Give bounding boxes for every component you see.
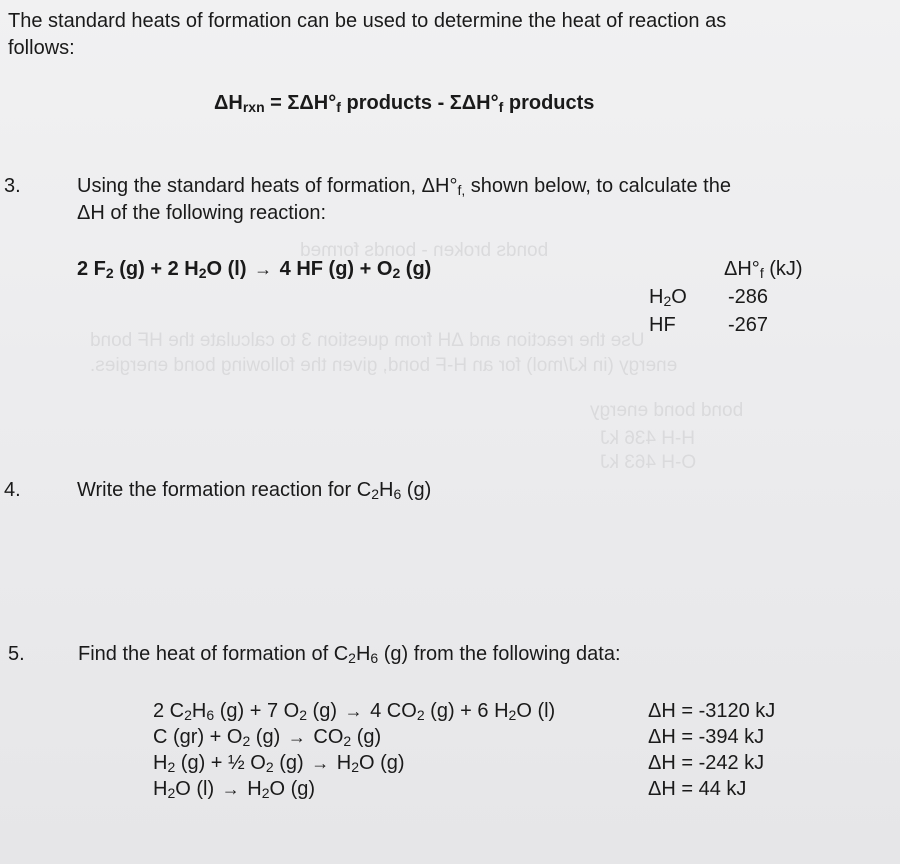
- r3-sub: 2: [167, 758, 176, 775]
- r3-sub: 2: [351, 758, 359, 775]
- q5-enthalpy: ΔH = -242 kJ: [648, 752, 765, 774]
- hf-header-sub: f: [759, 264, 764, 281]
- r1-part: H: [191, 700, 207, 722]
- r2-part: CO: [307, 726, 344, 748]
- r1-part: 2 C: [153, 700, 185, 722]
- formula-eq: = ΣΔH°: [264, 92, 337, 114]
- formula-end: products: [503, 92, 595, 114]
- intro-line-2: follows:: [8, 37, 75, 59]
- q4-text-c: (g): [401, 479, 432, 501]
- r2-part: (g): [250, 726, 286, 748]
- formula-mid: products - ΣΔH°: [340, 92, 499, 114]
- q4-text: [77, 479, 431, 502]
- q3-rxn-s1: 2: [105, 264, 114, 281]
- hf-header-a: ΔH°: [724, 258, 760, 280]
- r4-part: O (g): [269, 778, 316, 800]
- hf-row1-name-b: O: [671, 286, 687, 308]
- r1-sub: 6: [206, 706, 215, 723]
- q5-reaction: [153, 700, 555, 723]
- hf-table-row-value: -286: [728, 286, 769, 308]
- q3-line-1: [77, 175, 731, 198]
- r3-part: (g): [273, 752, 310, 774]
- q4-s1: 2: [371, 485, 379, 502]
- q5-reaction: [153, 778, 315, 801]
- formula-f-sub-2: f: [498, 98, 504, 115]
- formula-rxn-sub: rxn: [242, 98, 265, 115]
- hf-header-b: (kJ): [763, 258, 803, 280]
- q3-rxn-p1: 2 F: [77, 258, 106, 280]
- q3-line-2: ΔH of the following reaction:: [77, 202, 327, 224]
- r1-sub: 2: [508, 706, 517, 723]
- r1-sub: 2: [184, 706, 192, 723]
- r2-sub: 2: [242, 732, 251, 749]
- reaction-arrow-icon: →: [254, 259, 273, 279]
- q5-reaction: [153, 752, 405, 775]
- intro-line-1: The standard heats of formation can be used to determine the heat of reaction as: [8, 10, 727, 32]
- q5-s2: 6: [370, 649, 379, 666]
- q5-number: 5.: [8, 643, 25, 665]
- r4-sub: 2: [167, 784, 176, 801]
- r2-sub: 2: [343, 732, 352, 749]
- q4-text-a: Write the formation reaction for C: [77, 479, 372, 501]
- q5-s1: 2: [348, 649, 356, 666]
- r4-part: H: [153, 778, 168, 800]
- r4-part: H: [241, 778, 262, 800]
- q3-number: 3.: [4, 175, 21, 197]
- r1-part: (g): [307, 700, 343, 722]
- hf-table-row-name: [649, 314, 676, 337]
- q3-f-sub: f,: [457, 181, 466, 198]
- q3-rxn-p5: (g): [400, 258, 432, 280]
- r4-sub: 2: [261, 784, 270, 801]
- reaction-arrow-icon: →: [287, 727, 306, 747]
- r3-sub: 2: [265, 758, 274, 775]
- r2-part: (g): [351, 726, 382, 748]
- q5-text: [78, 643, 621, 666]
- r4-part: O (l): [175, 778, 220, 800]
- r2-part: C (gr) + O: [153, 726, 243, 748]
- reaction-arrow-icon: →: [344, 701, 363, 721]
- r1-part: (g) + 6 H: [424, 700, 509, 722]
- q5-enthalpy: ΔH = -3120 kJ: [648, 700, 776, 722]
- r1-part: (g) + 7 O: [214, 700, 300, 722]
- q3-rxn-s2: 2: [198, 264, 207, 281]
- hf-row2-name-a: HF: [649, 314, 676, 336]
- r1-part: 4 CO: [364, 700, 417, 722]
- q4-number: 4.: [4, 479, 21, 501]
- reaction-arrow-icon: →: [221, 779, 240, 799]
- q3-rxn-p4: 4 HF (g) + O: [279, 258, 393, 280]
- q5-text-a: Find the heat of formation of C: [78, 643, 349, 665]
- hf-row1-name-sub: 2: [663, 292, 672, 309]
- r1-part: O (l): [516, 700, 556, 722]
- q5-text-b: H: [355, 643, 371, 665]
- formula-f-sub-1: f: [336, 98, 341, 115]
- r1-sub: 2: [299, 706, 307, 723]
- q3-rxn-p2: (g) + 2 H: [113, 258, 199, 280]
- q3-rxn-s4: 2: [392, 264, 401, 281]
- q5-reaction: [153, 726, 381, 749]
- hf-table-row-name: [649, 286, 687, 309]
- reaction-arrow-icon: →: [311, 753, 330, 773]
- q5-enthalpy: ΔH = -394 kJ: [648, 726, 765, 748]
- r1-sub: 2: [416, 706, 425, 723]
- r3-part: H: [153, 752, 168, 774]
- q5-enthalpy: ΔH = 44 kJ: [648, 778, 747, 800]
- formula-lhs: ΔH: [214, 92, 243, 114]
- r3-part: H: [331, 752, 352, 774]
- r3-part: O (g): [359, 752, 405, 774]
- q3-line-1-a: Using the standard heats of formation, ΔH°: [77, 175, 458, 197]
- hf-table-row-value: -267: [728, 314, 769, 336]
- q4-text-b: H: [379, 479, 394, 501]
- q3-reaction: [77, 258, 431, 281]
- r3-part: (g) + ½ O: [175, 752, 266, 774]
- q4-s2: 6: [393, 485, 402, 502]
- q3-rxn-p3: O (l): [206, 258, 247, 280]
- q3-line-1-b: shown below, to calculate the: [465, 175, 731, 197]
- hf-table-header: [724, 258, 803, 281]
- q5-text-c: (g) from the following data:: [378, 643, 621, 665]
- heat-of-reaction-formula: [214, 92, 594, 115]
- hf-row1-name-a: H: [649, 286, 664, 308]
